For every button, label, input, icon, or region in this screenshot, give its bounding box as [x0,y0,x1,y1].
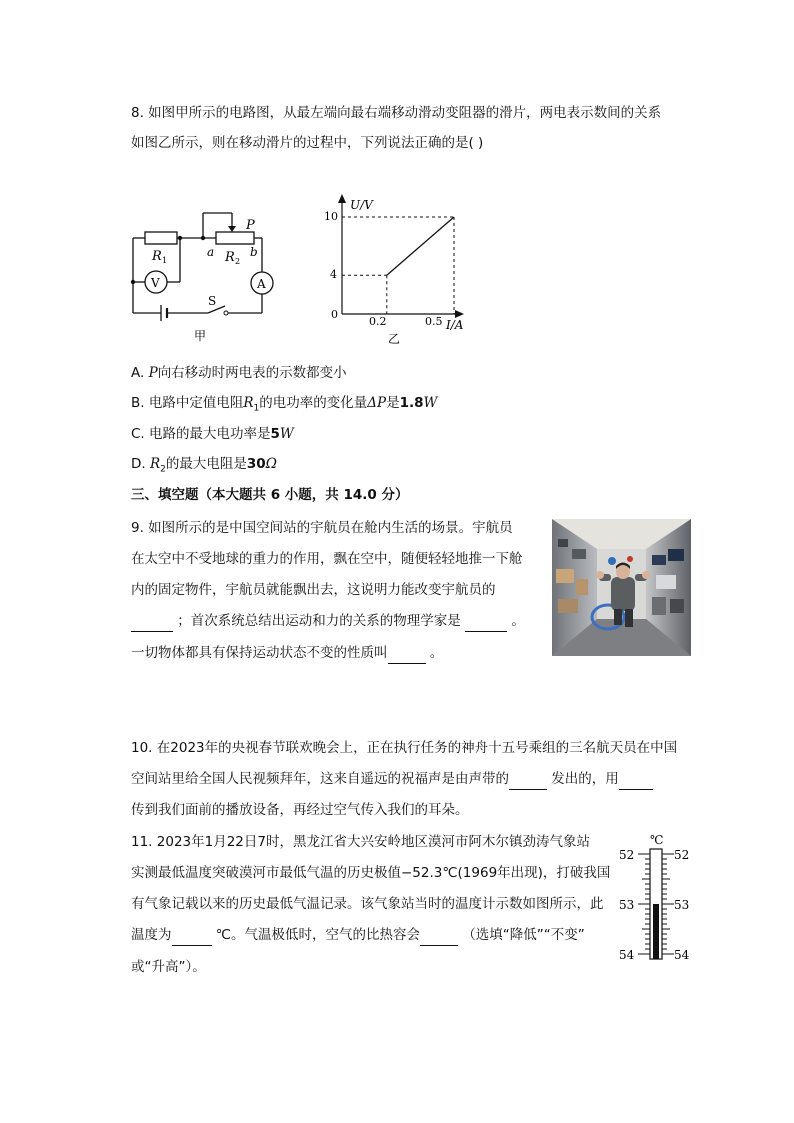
q8-option-c [131,424,294,444]
q9-line2: 在太空中不受地球的重力的作用，飘在空中，随便轻轻地推一下舱 [131,551,523,567]
q10-line2-text: 空间站里给全国人民视频拜年，这来自遥远的祝福声是由声带的 [131,771,509,787]
option-a-letter: A. [131,365,149,381]
option-b-var: R [243,395,254,411]
resistor-r2 [216,232,254,244]
q8-option-b [131,393,437,419]
q11-line4-text3: （选填“降低”“不变” [462,927,585,943]
series-line [387,217,454,275]
answer-blank[interactable] [131,611,173,632]
y-tick-4: 4 [330,268,337,281]
option-d-text: 的最大电阻是 [165,456,247,472]
option-d-var: R [149,456,161,472]
answer-blank[interactable] [420,925,458,946]
option-b-text2: 的电功率的变化量 [259,395,368,411]
thermo-right-53: 53 [674,898,690,912]
q11-line3: 有气象记载以来的历史最低气温记录。该气象站当时的温度计示数如图所示，此 [131,896,604,912]
switch-label: S [208,294,217,308]
option-b-text3: 是 [386,395,400,411]
answer-blank[interactable] [509,769,547,790]
option-a-var: P [148,365,158,381]
thermo-left-52: 52 [619,848,635,862]
x-axis-arrow [455,310,464,318]
q9-line4 [131,611,525,632]
caption-yi: 乙 [388,332,401,345]
q11-line4-text: 温度为 [131,927,172,943]
q11-line4-text2: ℃。气温极低时，空气的比热容会 [215,927,420,943]
option-b-value: 1.8 [399,395,424,411]
option-c-value: 5 [270,426,280,442]
answer-blank[interactable] [388,643,426,664]
origin-label: 0 [331,308,338,321]
option-a-text: 向右移动时两电表的示数都变小 [157,365,347,381]
ammeter-label: A [257,277,266,291]
q9-line5-end: 。 [429,645,444,661]
q10-line2-text2: 发出的，用 [551,771,619,787]
q10-line1: 10. 在2023年的央视春节联欢晚会上，正在执行任务的神舟十五号乘组的三名航天员在中国 [131,740,678,756]
label-r2: R [225,250,235,265]
thermo-right-52: 52 [674,848,690,862]
q9-line4-text: ；首次系统总结出运动和力的关系的物理学家是 [177,613,461,629]
q11-line2: 实测最低温度突破漠河市最低气温的历史极值−52.3℃(1969年出现)，打破我国 [131,865,611,881]
q8-option-a [131,363,347,383]
q11-line5: 或“升高”）。 [131,959,206,975]
q9-line5-text: 一切物体都具有保持运动状态不变的性质叫 [131,645,388,661]
label-b: b [250,245,258,259]
thermo-right-54: 54 [674,948,690,962]
voltmeter-label: V [151,276,160,290]
x-axis-label: I/A [446,318,464,332]
slider-arrow [228,226,236,232]
option-d-sub: 2 [160,464,166,475]
label-r1: R [152,249,162,264]
label-a: a [207,245,215,259]
option-d-value: 30 [246,456,266,472]
thermo-left-53: 53 [619,898,635,912]
q11-line4 [131,925,585,946]
resistor-r1 [145,232,177,244]
option-b-unit: W [423,395,438,411]
ui-graph [322,193,472,345]
y-axis-label: U/V [350,198,373,212]
thermometer [617,832,695,964]
option-b-text: B. 电路中定值电阻 [131,395,244,411]
answer-blank[interactable] [465,611,507,632]
label-r1-sub: 1 [162,256,168,265]
option-d-letter: D. [131,456,150,472]
q9-line1: 9. 如图所示的是中国空间站的宇航员在舱内生活的场景。宇航员 [131,520,513,536]
q9-line3: 内的固定物件，宇航员就能飘出去，这说明力能改变宇航员的 [131,582,496,598]
answer-blank[interactable] [172,925,212,946]
answer-blank[interactable] [619,769,653,790]
option-b-delta: ΔP [367,395,387,411]
q8-option-d [131,454,277,480]
q8-stem-line1: 8. 如图甲所示的电路图，从最左端向最右端移动滑动变阻器的滑片，两电表示数间的关系 [131,105,662,121]
label-p: P [246,218,255,233]
option-d-unit: Ω [265,456,277,472]
section-title: 三、填空题（本大题共 6 小题，共 14.0 分） [131,487,409,503]
x-tick-0-2: 0.2 [369,315,387,328]
space-station-photo [552,519,691,656]
option-c-text: C. 电路的最大电功率是 [131,426,271,442]
thermometer-unit: ℃ [650,833,664,847]
q9-line4-end: 。 [511,613,525,629]
q11-line1: 11. 2023年1月22日7时，黑龙江省大兴安岭地区漠河市阿木尔镇劲涛气象站 [131,834,590,850]
option-b-sub: 1 [253,403,260,414]
y-tick-10: 10 [324,210,338,223]
label-r2-sub: 2 [235,257,241,266]
caption-jia: 甲 [194,329,207,343]
x-tick-0-5: 0.5 [425,315,443,328]
thermo-left-54: 54 [619,948,635,962]
circuit-diagram [128,205,278,345]
q10-line2 [131,769,653,790]
q9-line5 [131,643,443,664]
q8-stem-line2: 如图乙所示，则在移动滑片的过程中，下列说法正确的是( ) [131,135,484,151]
option-c-unit: W [279,426,294,442]
thermometer-liquid [653,904,659,959]
y-axis-arrow [338,194,346,203]
q10-line3: 传到我们面前的播放设备，再经过空气传入我们的耳朵。 [131,802,469,818]
